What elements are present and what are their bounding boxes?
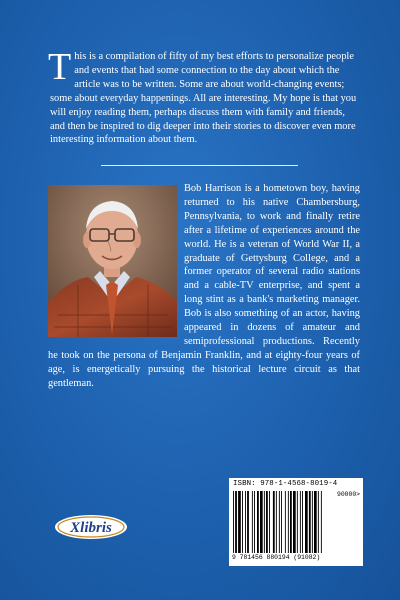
- author-bio: [48, 182, 360, 391]
- barcode-digits: 9 781456 880194 (91082): [232, 554, 321, 561]
- isbn-label: ISBN: 978-1-4568-8019-4: [233, 480, 338, 488]
- intro-text: his is a compilation of fifty of my best efforts to personalize people and events that had some connection to the day about which the article was to be written. Some are about world-changing events; some about everyday happenings. All are interesting. My hope is that you will enjoy reading them, perhaps discuss them with family and friends, and then be inspired to dig deeper into their stories to discover even more interesting information about them.: [50, 51, 357, 146]
- barcode-icon: [233, 491, 359, 553]
- drop-cap: T: [48, 46, 72, 88]
- publisher-logo-icon: [54, 514, 128, 540]
- logo-text: Xlibris: [70, 520, 112, 536]
- barcode-area: [229, 478, 363, 566]
- intro-paragraph: [48, 46, 362, 147]
- photo-spacer: [48, 182, 184, 338]
- divider-line: [101, 165, 298, 166]
- xlibris-logo: [54, 514, 128, 540]
- bio-text: Bob Harrison is a hometown boy, having returned to his native Chambersburg, Pennsylvania, to work and finally retire after a lifetime of experiences around the world. He is a veteran of World War II, a graduate of Gettysburg College, and a former operator of several radio stations and a cable-TV enterprise, and spent a long stint as a bank's marketing manager. Bob is also something of an actor, having appeared in dozens of amateur and semiprofessional productions. Recently he took on the persona of Benjamin Franklin, and at eighty-four years of age, is energetically pursuing the historical lecture circuit as that gentleman.: [48, 183, 360, 389]
- price-code: 90000>: [336, 491, 360, 498]
